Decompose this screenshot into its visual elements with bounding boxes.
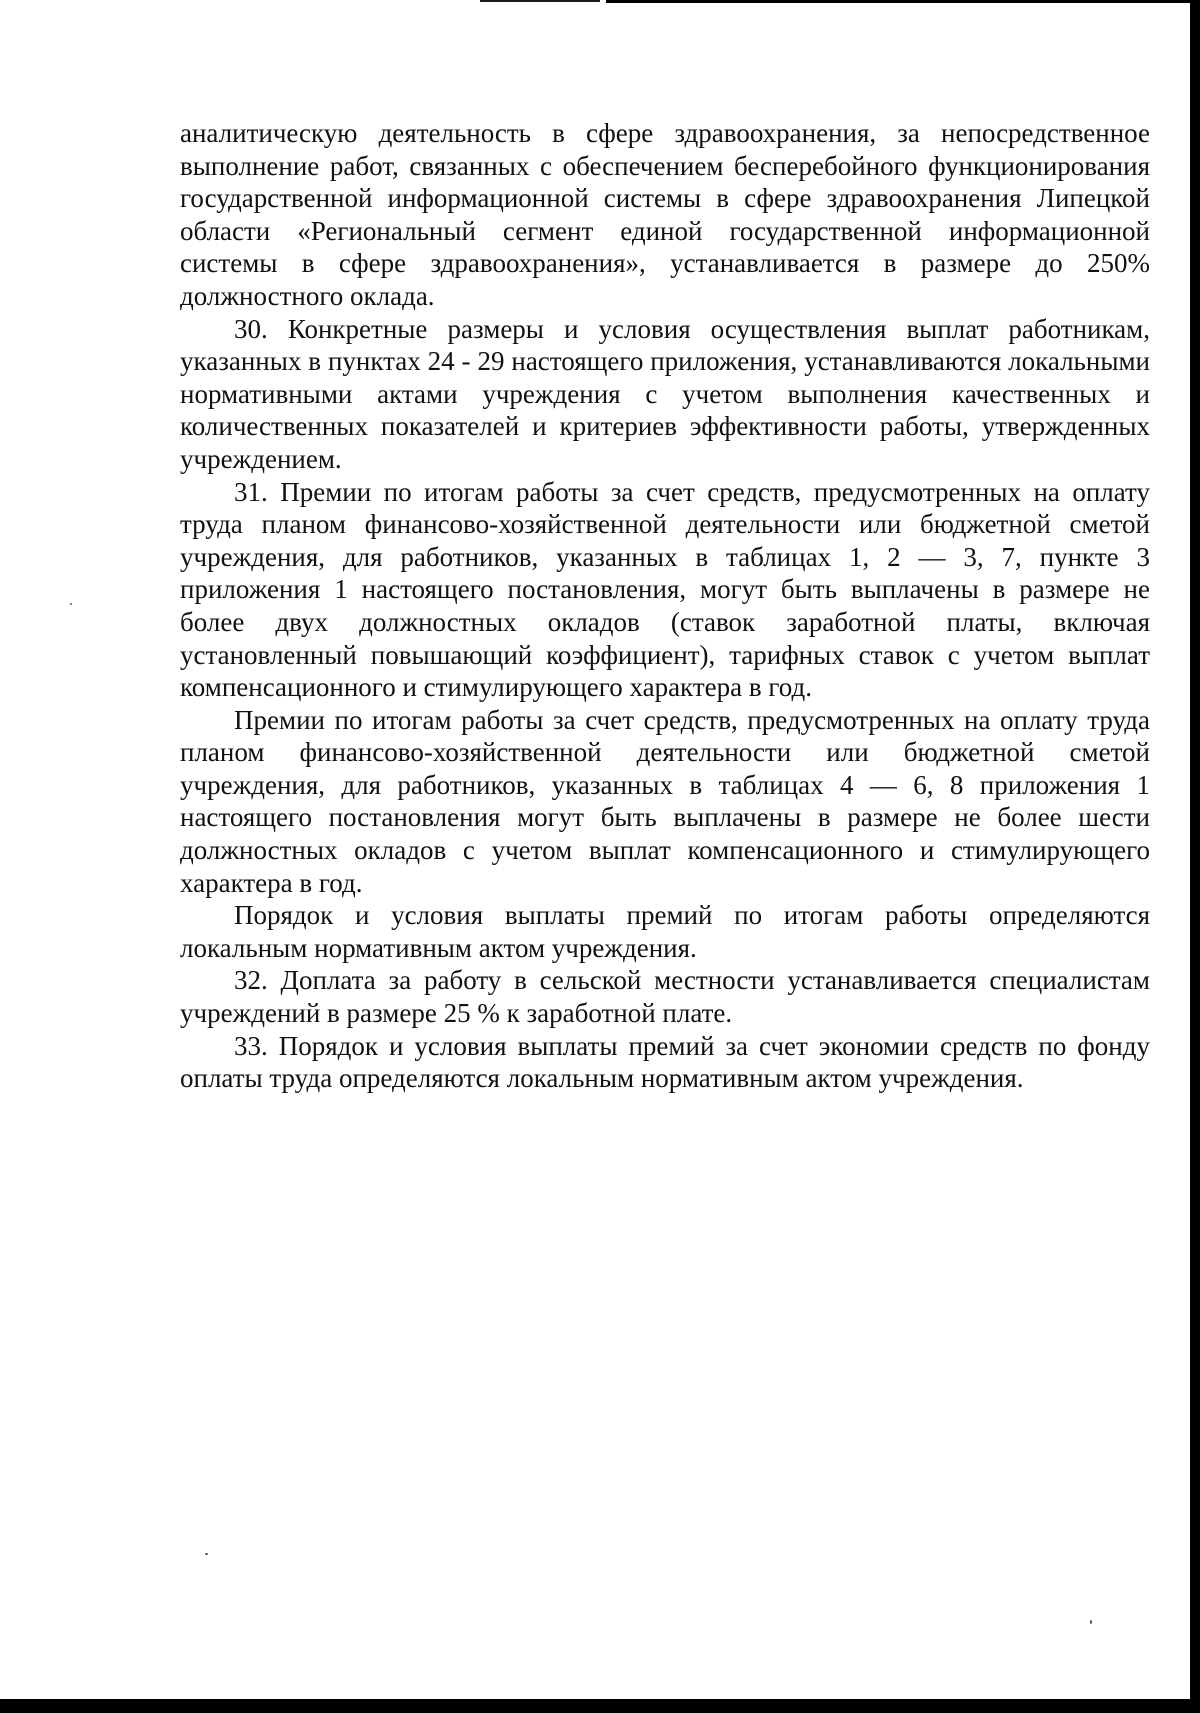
- paragraph-item-32: 32. Доплата за работу в сельской местности устанавливается специалистам учреждений в размере 25 % к заработной плате.: [180, 965, 1150, 1029]
- paragraph-bonus-tables-4-6-8: Премии по итогам работы за счет средств, предусмотренных на оплату труда планом финансово-хозяйственной деятельности или бюджетной сметой учреждения, для работников, указанных в таблицах 4 — 6, 8 приложения 1 настоящего постановления могут быть выплачены в размере не более шести должностных окладов с учетом выплат компенсационного и стимулирующего характера в год.: [180, 704, 1150, 898]
- paragraph-continued: аналитическую деятельность в сфере здравоохранения, за непосредственное выполнение работ, связанных с обеспечением бесперебойного функционирования государственной информационной системы в сфере здравоохранения Липецкой области «Региональный сегмент единой государственной информационной системы в сфере здравоохранения», устанавливается в размере до 250% должностного оклада.: [180, 118, 1150, 311]
- scan-edge-top-left: [480, 0, 600, 2]
- scan-edge-right: [1190, 0, 1200, 1713]
- scan-speck: [70, 603, 72, 605]
- paragraph-item-33: 33. Порядок и условия выплаты премий за счет экономии средств по фонду оплаты труда определяются локальным нормативным актом учреждения.: [180, 1030, 1150, 1094]
- document-body: [180, 117, 1150, 1095]
- paragraph-item-30: 30. Конкретные размеры и условия осуществления выплат работникам, указанных в пунктах 24 - 29 настоящего приложения, устанавливаются локальными нормативными актами учреждения с учетом выполнения качественных и количественных показателей и критериев эффективности работы, утвержденных учреждением.: [180, 313, 1150, 474]
- scan-edge-top-right: [606, 0, 1200, 3]
- paragraph-bonus-procedure: Порядок и условия выплаты премий по итогам работы определяются локальным нормативным актом учреждения.: [180, 900, 1150, 963]
- scan-edge-bottom: [0, 1699, 1200, 1713]
- paragraph-item-31: 31. Премии по итогам работы за счет средств, предусмотренных на оплату труда планом финансово-хозяйственной деятельности или бюджетной сметой учреждения, для работников, указанных в таблицах 1, 2 — 3, 7, пункте 3 приложения 1 настоящего постановления, могут быть выплачены в размере не более двух должностных окладов (ставок заработной платы, включая установленный повышающий коэффициент), тарифных ставок с учетом выплат компенсационного и стимулирующего характера в год.: [180, 476, 1150, 703]
- scan-speck: [1090, 1620, 1092, 1624]
- scan-speck: [205, 1553, 208, 1555]
